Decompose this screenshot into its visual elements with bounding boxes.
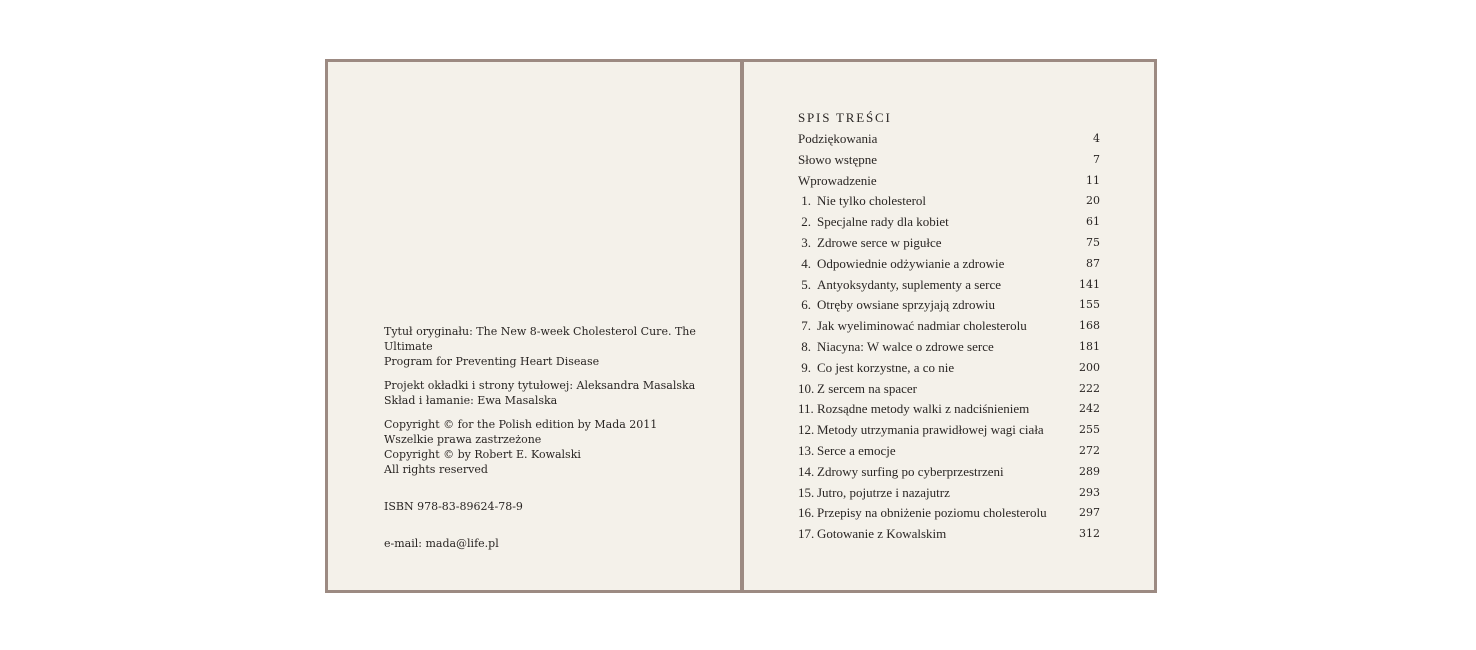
toc-entry-number: 17. <box>798 526 815 542</box>
toc-entry-label: Gotowanie z Kowalskim <box>817 526 947 542</box>
toc-entry-number: 6. <box>801 297 811 313</box>
toc-entry <box>798 503 1100 524</box>
toc-entry-label: Przepisy na obniżenie poziomu cholesterolu <box>817 505 1047 521</box>
left-page <box>328 62 740 590</box>
toc-entry-page: 155 <box>1079 298 1100 312</box>
toc-entry-page: 141 <box>1079 277 1100 291</box>
toc-entry <box>798 358 1100 379</box>
colophon <box>384 324 724 551</box>
toc-entry-number: 3. <box>801 234 811 250</box>
toc-entry-page: 242 <box>1079 402 1100 416</box>
toc-entry-label: Odpowiednie odżywianie a zdrowie <box>817 255 1005 271</box>
toc-entry-label: Niacyna: W walce o zdrowe serce <box>817 338 994 354</box>
toc-entry <box>798 524 1100 545</box>
toc-entry <box>798 191 1100 212</box>
toc-entry <box>798 337 1100 358</box>
toc-entry <box>798 233 1100 254</box>
toc-entry-page: 11 <box>1086 173 1100 187</box>
toc-list <box>798 129 1100 545</box>
toc-entry-number: 11. <box>798 401 814 417</box>
toc-entry-page: 61 <box>1086 215 1100 229</box>
toc-entry-number: 12. <box>798 422 815 438</box>
toc-entry-label: Serce a emocje <box>817 442 896 458</box>
toc-entry-page: 75 <box>1086 235 1100 249</box>
toc-entry-label: Antyoksydanty, suplementy a serce <box>817 276 1001 292</box>
table-of-contents <box>798 107 1100 545</box>
toc-entry-label: Zdrowe serce w pigułce <box>817 234 942 250</box>
isbn: ISBN 978-83-89624-78-9 <box>384 500 523 513</box>
toc-entry-page: 4 <box>1093 132 1100 145</box>
rights-reserved-polish: Wszelkie prawa zastrzeżone <box>384 433 542 446</box>
toc-entry <box>798 399 1100 420</box>
toc-entry-label: Zdrowy surfing po cyberprzestrzeni <box>817 463 1004 479</box>
toc-entry <box>798 254 1100 275</box>
toc-entry <box>798 171 1100 192</box>
toc-entry-page: 289 <box>1079 464 1100 478</box>
toc-entry-label: Słowo wstępne <box>798 151 878 167</box>
toc-entry-label: Wprowadzenie <box>798 172 877 188</box>
toc-entry <box>798 379 1100 400</box>
toc-entry <box>798 275 1100 296</box>
right-page <box>744 62 1154 590</box>
toc-entry-page: 312 <box>1079 527 1100 541</box>
toc-entry <box>798 462 1100 483</box>
toc-entry-page: 293 <box>1079 485 1100 499</box>
typesetting-credit: Skład i łamanie: Ewa Masalska <box>384 394 558 407</box>
toc-entry <box>798 316 1100 337</box>
toc-entry-page: 297 <box>1079 506 1100 520</box>
toc-entry-page: 255 <box>1079 423 1100 437</box>
toc-entry-label: Co jest korzystne, a co nie <box>817 359 955 375</box>
toc-entry-page: 222 <box>1079 381 1100 395</box>
rights-reserved-english: All rights reserved <box>384 463 488 476</box>
toc-title: SPIS TREŚCI <box>798 110 892 125</box>
toc-entry-number: 2. <box>801 214 811 230</box>
toc-entry-label: Podziękowania <box>798 131 878 146</box>
toc-entry-label: Z sercem na spacer <box>817 380 917 396</box>
original-title-line-2: Program for Preventing Heart Disease <box>384 355 600 368</box>
toc-entry <box>798 150 1100 171</box>
toc-entry-number: 13. <box>798 442 815 458</box>
toc-entry-label: Metody utrzymania prawidłowej wagi ciała <box>817 422 1044 438</box>
toc-entry-number: 9. <box>801 359 811 375</box>
toc-entry-number: 1. <box>801 193 811 209</box>
toc-entry-label: Rozsądne metody walki z nadciśnieniem <box>817 401 1030 417</box>
toc-entry-label: Jutro, pojutrze i nazajutrz <box>817 484 950 500</box>
toc-entry <box>798 420 1100 441</box>
toc-entry <box>798 129 1100 150</box>
cover-design-credit: Projekt okładki i strony tytułowej: Aleksandra Masalska <box>384 379 696 392</box>
toc-entry-label: Jak wyeliminować nadmiar cholesterolu <box>817 318 1027 334</box>
contact-email: e-mail: mada@life.pl <box>384 537 499 550</box>
toc-entry-page: 200 <box>1079 360 1100 374</box>
copyright-author: Copyright © by Robert E. Kowalski <box>384 448 581 461</box>
toc-entry <box>798 212 1100 233</box>
toc-entry-label: Nie tylko cholesterol <box>817 193 927 209</box>
toc-entry-page: 272 <box>1079 443 1100 457</box>
toc-entry-number: 5. <box>801 276 811 292</box>
toc-entry-page: 20 <box>1086 194 1100 208</box>
toc-entry-page: 181 <box>1079 339 1100 353</box>
toc-entry <box>798 295 1100 316</box>
toc-entry-number: 15. <box>798 484 815 500</box>
original-title-line-1: Tytuł oryginału: The New 8-week Cholesterol Cure. The Ultimate <box>384 325 696 353</box>
toc-entry-number: 7. <box>801 318 811 334</box>
toc-entry-number: 8. <box>801 338 811 354</box>
toc-entry-number: 4. <box>801 255 811 271</box>
book-spread <box>325 59 1157 593</box>
toc-entry-page: 168 <box>1079 319 1100 333</box>
toc-entry-label: Otręby owsiane sprzyjają zdrowiu <box>817 297 995 313</box>
toc-entry-label: Specjalne rady dla kobiet <box>817 214 949 230</box>
copyright-polish-edition: Copyright © for the Polish edition by Mada 2011 <box>384 418 658 431</box>
toc-entry-number: 16. <box>798 505 815 521</box>
toc-entry-page: 7 <box>1093 152 1100 166</box>
toc-entry-number: 10. <box>798 380 815 396</box>
toc-entry-page: 87 <box>1086 256 1100 270</box>
toc-entry-number: 14. <box>798 463 815 479</box>
toc-entry <box>798 441 1100 462</box>
toc-entry <box>798 483 1100 504</box>
